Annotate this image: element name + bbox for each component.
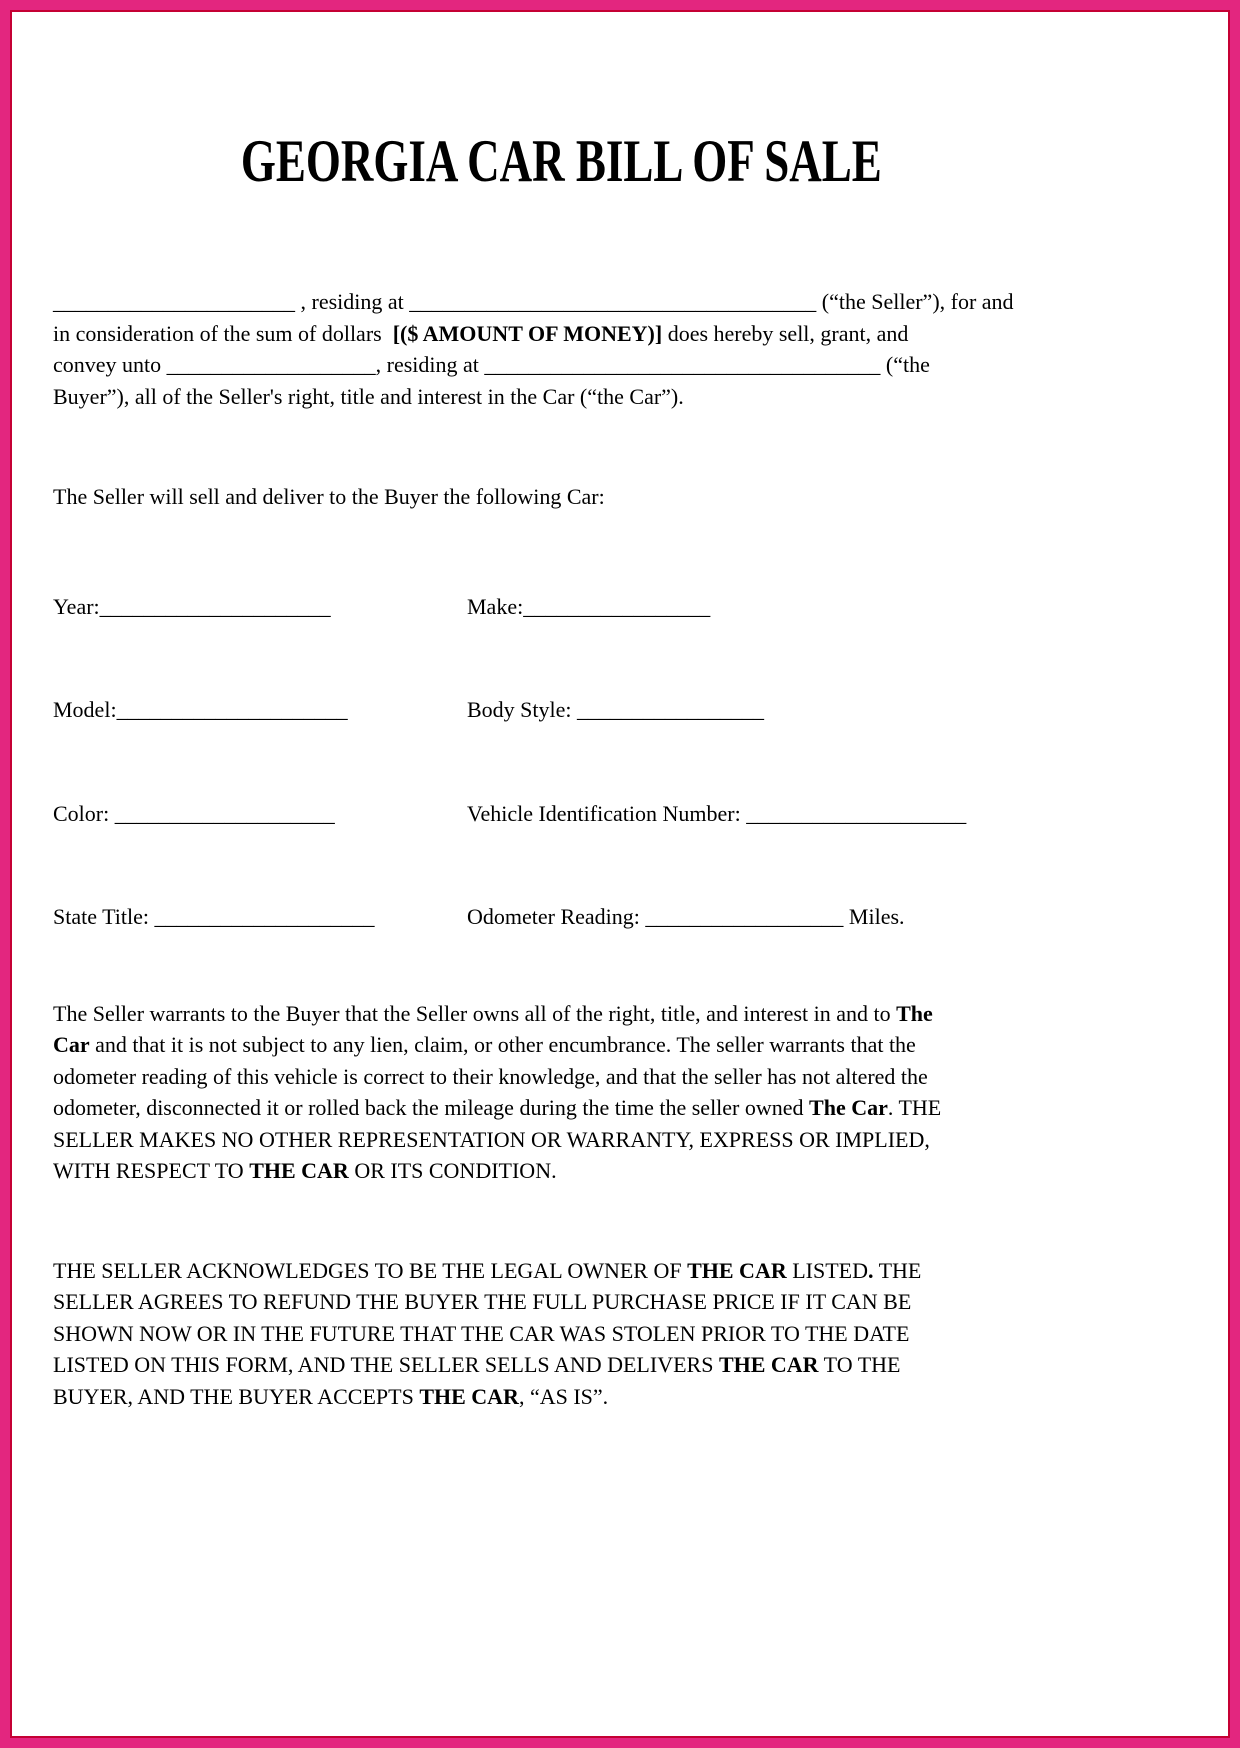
year-label: Year: [53,593,100,619]
body-style-label: Body Style: [467,697,578,722]
document-inner-frame [10,10,1230,1738]
text-segment: SELLER AGREES TO REFUND THE BUYER THE FULL PURCHASE PRICE IF IT CAN BE [53,1289,912,1314]
amount-of-money-placeholder: [($ AMOUNT OF MONEY)] [392,320,663,346]
state-title-blank: ____________________ [154,904,375,929]
text-segment: SHOWN NOW OR IN THE FUTURE THAT THE CAR WAS STOLEN PRIOR TO THE DATE [53,1320,910,1346]
the-car-bold: THE CAR [687,1257,787,1283]
buyer-address-blank: ____________________________________ [484,352,881,377]
intro-line-4 [53,381,1069,413]
text-segment: , residing at [375,352,485,377]
odometer-field [467,901,905,933]
deliver-statement: The Seller will sell and deliver to the Buyer the following Car: [53,484,605,509]
text-segment: THE [873,1257,922,1283]
acknowledgement-paragraph [53,1255,1069,1413]
color-blank: ____________________ [114,800,335,826]
page-title-text: GEORGIA CAR BILL OF SALE [240,128,882,194]
page-title [53,130,1069,193]
text-segment: LISTED [786,1257,868,1283]
intro-line-2 [53,318,1069,350]
text-segment: The Seller warrants to the Buyer that the Seller owns all of the right, title, and interest in and to [53,1000,897,1026]
acknowledgement-line-4 [53,1349,1069,1381]
the-car-bold: The [896,1000,933,1026]
body-style-field [467,694,764,726]
odometer-blank: __________________ [645,904,844,929]
text-segment: OR ITS CONDITION. [348,1158,557,1183]
year-blank: _____________________ [99,593,331,619]
text-segment: THE SELLER ACKNOWLEDGES TO BE THE LEGAL OWNER OF [53,1257,688,1283]
field-row-model-bodystyle [53,694,1069,726]
seller-address-blank: _____________________________________ [409,289,817,314]
state-title-field [53,901,467,933]
text-segment: convey unto [53,352,167,377]
color-label: Color: [53,800,115,826]
warranty-line-2 [53,1029,1069,1061]
warranty-line-6 [53,1155,1069,1187]
the-car-bold: THE CAR [718,1352,819,1377]
seller-name-blank: ______________________ [53,289,295,314]
text-segment: in consideration of the sum of dollars [53,320,393,346]
intro-line-3 [53,349,1069,381]
year-field [53,591,467,623]
acknowledgement-line-3 [53,1318,1069,1350]
the-car-bold: Car [53,1032,90,1057]
warranty-line-5 [53,1124,1069,1156]
text-segment: TO THE [818,1352,901,1377]
model-field [53,694,467,726]
text-segment: . THE [887,1095,942,1120]
bold-period: . [867,1257,874,1283]
text-segment: WITH RESPECT TO [53,1158,250,1183]
the-car-bold: THE CAR [419,1383,519,1409]
text-segment: LISTED ON THIS FORM, AND THE SELLER SELLS AND DELIVERS [53,1352,719,1377]
text-segment: SELLER MAKES NO OTHER REPRESENTATION OR WARRANTY, EXPRESS OR IMPLIED, [53,1126,930,1152]
text-segment: (“the [880,352,930,377]
model-label: Model: [53,697,117,722]
document-content [53,130,1069,1412]
text-segment: (“the Seller”), for and [816,289,1014,314]
buyer-name-blank: ___________________ [166,352,376,377]
text-segment: , “AS IS”. [518,1383,609,1409]
text-segment: does hereby sell, grant, and [662,320,909,346]
make-label: Make: [467,593,524,619]
field-row-title-odometer [53,901,1069,933]
text-segment: and that it is not subject to any lien, claim, or other encumbrance. The seller warrants that the [89,1032,916,1057]
text-segment: BUYER, AND THE BUYER ACCEPTS [53,1383,420,1409]
state-title-label: State Title: [53,904,155,929]
text-segment: Buyer”), all of the Seller's right, title and interest in the Car (“the Car”). [53,383,684,409]
warranty-line-3 [53,1061,1069,1093]
vin-blank: ____________________ [746,800,967,826]
model-blank: _____________________ [116,697,348,722]
body-style-blank: _________________ [577,697,765,722]
miles-suffix: Miles. [843,904,905,929]
text-segment: odometer, disconnected it or rolled back the mileage during the time the seller owned [53,1095,810,1120]
odometer-label: Odometer Reading: [467,904,646,929]
color-field [53,798,467,830]
make-field [467,591,710,623]
intro-paragraph [53,286,1069,412]
acknowledgement-line-5 [53,1381,1069,1413]
text-segment: odometer reading of this vehicle is correct to their knowledge, and that the seller has not altered the [53,1063,928,1089]
warranty-line-4 [53,1092,1069,1124]
field-row-year-make [53,591,1069,623]
intro-line-1 [53,286,1069,318]
make-blank: _________________ [523,593,711,619]
vin-field [467,798,966,830]
the-car-bold: The Car [809,1095,888,1120]
the-car-bold: THE CAR [249,1158,349,1183]
acknowledgement-line-1 [53,1255,1069,1287]
text-segment: , residing at [295,289,410,314]
vin-label: Vehicle Identification Number: [467,800,747,826]
acknowledgement-line-2 [53,1286,1069,1318]
field-row-color-vin [53,798,1069,830]
warranty-line-1 [53,998,1069,1030]
warranty-paragraph [53,998,1069,1187]
